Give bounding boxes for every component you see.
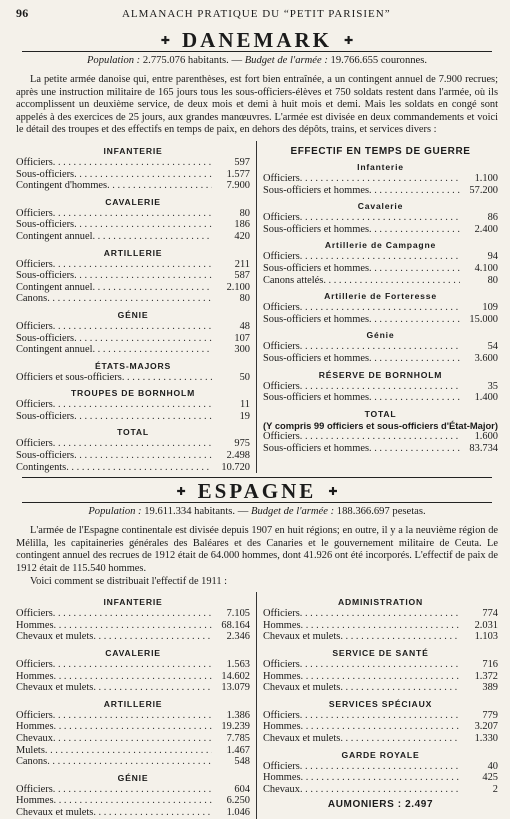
row-label: Hommes bbox=[16, 795, 54, 807]
row-value: 604 bbox=[234, 783, 250, 795]
row-label: Officiers bbox=[16, 399, 53, 411]
row-label: Sous-officiers et hommes bbox=[263, 184, 370, 196]
row-label: Officiers bbox=[16, 709, 53, 721]
row-label: Hommes bbox=[16, 721, 54, 733]
spain-stats-line: Population : 19.611.334 habitants. — Budget de l'armée : 188.366.697 pesetas. bbox=[88, 506, 426, 518]
table-row bbox=[16, 333, 250, 345]
table-row bbox=[263, 212, 498, 224]
row-label: Officiers bbox=[16, 783, 53, 795]
dot-leader bbox=[74, 450, 212, 462]
row-label: Sous-officiers et hommes bbox=[263, 352, 370, 364]
section-subheading: SERVICES SPÉCIAUX bbox=[328, 698, 433, 709]
dot-leader bbox=[74, 333, 212, 345]
row-label: Sous-officiers bbox=[16, 410, 75, 422]
row-value: 1.386 bbox=[226, 709, 250, 721]
row-label: Officiers bbox=[263, 172, 300, 184]
row-value: 83.734 bbox=[469, 442, 498, 454]
row-label: Sous-officiers bbox=[16, 219, 75, 231]
table-row bbox=[16, 733, 250, 745]
row-value: 3.207 bbox=[474, 721, 498, 733]
table-row bbox=[263, 185, 498, 197]
dot-leader bbox=[92, 231, 212, 243]
table-row bbox=[16, 411, 250, 423]
row-value: 19 bbox=[239, 410, 250, 422]
section-title-denmark: ✚ DANEMARK ✚ bbox=[160, 27, 354, 52]
table-row bbox=[16, 745, 250, 757]
row-label: Chevaux bbox=[263, 783, 300, 795]
row-label: Hommes bbox=[263, 619, 301, 631]
section-subheading: ÉTATS-MAJORS bbox=[94, 360, 172, 371]
dot-leader bbox=[53, 208, 212, 220]
section-subheading: CAVALERIE bbox=[105, 648, 161, 658]
row-label: Sous-officiers et hommes bbox=[263, 442, 370, 454]
table-row bbox=[263, 314, 498, 326]
table-row bbox=[16, 450, 250, 462]
table-row bbox=[16, 293, 250, 305]
table-row bbox=[16, 721, 250, 733]
row-label: Officiers bbox=[263, 709, 300, 721]
aumoniers-line: AUMONIERS : 2.497 bbox=[327, 799, 434, 811]
row-label: Officiers bbox=[16, 207, 53, 219]
table-row bbox=[263, 733, 498, 745]
row-value: 7.785 bbox=[226, 732, 250, 744]
dot-leader bbox=[47, 293, 212, 305]
dot-leader bbox=[122, 372, 212, 384]
row-value: 6.250 bbox=[226, 795, 250, 807]
spain-right-column bbox=[257, 592, 498, 818]
dot-leader bbox=[53, 733, 212, 745]
row-value: 57.200 bbox=[469, 184, 498, 196]
row-label: Officiers bbox=[263, 659, 300, 670]
table-row bbox=[16, 462, 250, 474]
dot-leader bbox=[54, 721, 212, 733]
row-value: 7.900 bbox=[226, 180, 250, 192]
table-row bbox=[16, 682, 250, 694]
almanac-title: ALMANACH PRATIQUE DU “PETIT PARISIEN” bbox=[121, 8, 391, 20]
dot-leader bbox=[323, 275, 460, 287]
table-row bbox=[263, 761, 498, 773]
spain-intro-2: Voici comment se distribuait l'effectif de 1911 : bbox=[30, 575, 228, 587]
row-value: 2.031 bbox=[474, 619, 498, 631]
spain-left-column bbox=[16, 592, 257, 818]
section-subheading: TOTAL bbox=[117, 427, 149, 438]
section-subheading: Artillerie de Campagne bbox=[324, 240, 437, 251]
row-value: 107 bbox=[234, 332, 250, 344]
row-value: 80 bbox=[239, 293, 250, 305]
row-label: Officiers bbox=[263, 380, 300, 392]
dot-leader bbox=[93, 631, 212, 643]
page-number: 96 bbox=[16, 6, 29, 20]
row-value: 975 bbox=[234, 438, 250, 450]
section-subheading: GARDE ROYALE bbox=[341, 749, 420, 760]
dot-leader bbox=[53, 608, 212, 620]
row-value: 548 bbox=[234, 756, 250, 768]
table-row bbox=[16, 208, 250, 220]
table-row bbox=[16, 270, 250, 282]
row-label: Contingent annuel bbox=[16, 230, 93, 242]
row-value: 1.600 bbox=[474, 431, 498, 443]
section-subheading: INFANTERIE bbox=[103, 597, 163, 608]
section-subheading: Cavalerie bbox=[357, 201, 404, 212]
total-note: (Y compris 99 officiers et sous-officiers d'État-Major) bbox=[263, 419, 498, 431]
row-label: Sous-officiers bbox=[16, 450, 75, 462]
denmark-table bbox=[16, 141, 498, 473]
row-label: Chevaux et mulets bbox=[16, 806, 94, 818]
dot-leader bbox=[369, 353, 460, 365]
row-label: Contingent annuel bbox=[16, 344, 93, 356]
spain-intro: L'armée de l'Espagne continentale est divisée depuis 1907 en huit régions; en outre, il y a la neuvième région de Mélilla, les capitaineries générales des Baléares et des Canaries et le gouvernement militaire de Ceuta. Le contingent annuel des recrues de 1912 était de 64.000 hommes, dont 41.926 ont été incorporés. L'effectif de paix de 1912 était de 115.540 hommes. bbox=[16, 525, 498, 575]
dot-leader bbox=[53, 399, 212, 411]
section-subheading: ARTILLERIE bbox=[103, 698, 163, 709]
row-label: Officiers bbox=[263, 608, 300, 620]
row-value: 4.100 bbox=[474, 262, 498, 274]
row-label: Contingent annuel bbox=[16, 281, 93, 293]
row-label: Sous-officiers et hommes bbox=[263, 262, 370, 274]
dot-leader bbox=[47, 756, 212, 768]
row-label: Officiers bbox=[16, 608, 53, 620]
row-label: Hommes bbox=[16, 670, 54, 682]
document-page bbox=[16, 6, 498, 819]
table-row bbox=[16, 671, 250, 683]
row-value: 587 bbox=[234, 270, 250, 282]
row-label: Canons attelés bbox=[263, 274, 324, 286]
section-subheading: Infanterie bbox=[357, 161, 404, 172]
table-row bbox=[263, 721, 498, 733]
dot-leader bbox=[300, 431, 460, 443]
denmark-war-column bbox=[257, 141, 498, 473]
table-row bbox=[263, 353, 498, 365]
row-label: Canons bbox=[16, 293, 48, 305]
row-value: 186 bbox=[234, 219, 250, 231]
table-row bbox=[263, 224, 498, 236]
row-value: 774 bbox=[482, 608, 498, 620]
table-row bbox=[263, 671, 498, 683]
row-label: Sous-officiers et hommes bbox=[263, 223, 370, 235]
row-label: Officiers bbox=[16, 320, 53, 332]
table-row bbox=[263, 381, 498, 393]
row-label: Officiers bbox=[16, 156, 53, 168]
table-row bbox=[263, 620, 498, 632]
row-value: 94 bbox=[487, 251, 498, 263]
row-value: 50 bbox=[239, 371, 250, 383]
dot-leader bbox=[107, 180, 212, 192]
row-label: Officiers bbox=[16, 438, 53, 450]
row-value: 19.239 bbox=[221, 721, 250, 733]
dot-leader bbox=[54, 620, 212, 632]
dot-leader bbox=[66, 462, 212, 474]
table-row bbox=[263, 173, 498, 185]
dot-leader bbox=[340, 733, 460, 745]
row-value: 597 bbox=[234, 156, 250, 168]
dot-leader bbox=[300, 212, 460, 224]
dot-leader bbox=[300, 608, 460, 620]
row-label: Officiers bbox=[263, 251, 300, 263]
ornament-cross-icon: ✚ bbox=[160, 34, 170, 47]
table-row bbox=[16, 372, 250, 384]
row-value: 2.100 bbox=[226, 281, 250, 293]
dot-leader bbox=[92, 344, 212, 356]
dot-leader bbox=[369, 263, 460, 275]
running-header bbox=[16, 6, 498, 21]
row-value: 2.498 bbox=[226, 450, 250, 462]
dot-leader bbox=[54, 795, 212, 807]
row-value: 11 bbox=[239, 399, 250, 411]
dot-leader bbox=[92, 282, 212, 294]
total-heading: TOTAL bbox=[364, 408, 397, 419]
ornament-cross-icon: ✚ bbox=[176, 485, 186, 498]
table-row bbox=[263, 710, 498, 722]
row-value: 14.602 bbox=[221, 670, 250, 682]
table-row bbox=[16, 231, 250, 243]
row-label: Contingents bbox=[16, 461, 67, 473]
row-value: 80 bbox=[487, 274, 498, 286]
section-subheading: ADMINISTRATION bbox=[337, 597, 424, 608]
dot-leader bbox=[369, 392, 460, 404]
section-subheading: RÉSERVE DE BORNHOLM bbox=[318, 369, 443, 380]
denmark-stats-line: Population : 2.775.076 habitants. — Budget de l'armée : 19.766.655 couronnes. bbox=[86, 55, 428, 66]
row-value: 48 bbox=[239, 320, 250, 332]
dot-leader bbox=[53, 784, 212, 796]
table-row bbox=[263, 275, 498, 287]
row-label: Officiers bbox=[263, 431, 300, 443]
dot-leader bbox=[369, 224, 460, 236]
row-value: 211 bbox=[234, 258, 250, 270]
table-row bbox=[16, 807, 250, 819]
row-label: Officiers bbox=[263, 760, 300, 772]
table-row bbox=[16, 756, 250, 768]
dot-leader bbox=[301, 772, 460, 784]
row-label: Sous-officiers bbox=[16, 168, 75, 180]
table-row bbox=[16, 620, 250, 632]
row-label: Canons bbox=[16, 756, 48, 768]
table-row bbox=[263, 443, 498, 455]
dot-leader bbox=[53, 259, 212, 271]
row-value: 1.330 bbox=[474, 732, 498, 744]
section-title-spain: ✚ ESPAGNE ✚ bbox=[176, 478, 338, 503]
row-label: Chevaux et mulets bbox=[16, 682, 94, 694]
row-value: 425 bbox=[482, 772, 498, 784]
dot-leader bbox=[301, 620, 460, 632]
table-row bbox=[263, 608, 498, 620]
table-row bbox=[16, 157, 250, 169]
row-value: 1.400 bbox=[474, 392, 498, 404]
row-label: Chevaux bbox=[16, 732, 53, 744]
row-label: Contingent d'hommes bbox=[16, 180, 108, 192]
row-value: 420 bbox=[234, 230, 250, 242]
section-subheading: Artillerie de Forteresse bbox=[324, 291, 437, 302]
spain-table bbox=[16, 592, 498, 818]
table-row bbox=[263, 302, 498, 314]
table-row bbox=[263, 251, 498, 263]
denmark-peace-column bbox=[16, 141, 257, 473]
dot-leader bbox=[301, 671, 460, 683]
dot-leader bbox=[93, 807, 212, 819]
table-row bbox=[16, 344, 250, 356]
dot-leader bbox=[53, 438, 212, 450]
row-label: Officiers bbox=[16, 258, 53, 270]
dot-leader bbox=[301, 721, 460, 733]
dot-leader bbox=[300, 659, 460, 671]
table-row bbox=[16, 399, 250, 411]
dot-leader bbox=[300, 761, 460, 773]
row-label: Sous-officiers bbox=[16, 332, 75, 344]
row-value: 40 bbox=[487, 760, 498, 772]
table-row bbox=[16, 438, 250, 450]
row-value: 2.400 bbox=[474, 223, 498, 235]
row-label: Sous-officiers et hommes bbox=[263, 313, 370, 325]
table-row bbox=[16, 180, 250, 192]
table-row bbox=[263, 682, 498, 694]
row-value: 716 bbox=[482, 659, 498, 670]
dot-leader bbox=[340, 631, 460, 643]
table-row bbox=[16, 259, 250, 271]
dot-leader bbox=[93, 682, 212, 694]
row-value: 1.046 bbox=[226, 806, 250, 818]
row-label: Hommes bbox=[263, 670, 301, 682]
row-value: 2.346 bbox=[226, 631, 250, 643]
row-value: 1.563 bbox=[226, 659, 250, 670]
table-row bbox=[263, 659, 498, 671]
table-row bbox=[263, 341, 498, 353]
dot-leader bbox=[300, 381, 460, 393]
dot-leader bbox=[369, 314, 460, 326]
dot-leader bbox=[369, 443, 460, 455]
row-value: 2 bbox=[492, 783, 498, 795]
dot-leader bbox=[300, 710, 460, 722]
table-row bbox=[16, 321, 250, 333]
dot-leader bbox=[74, 169, 212, 181]
ornament-cross-icon: ✚ bbox=[344, 34, 354, 47]
row-value: 1.100 bbox=[474, 172, 498, 184]
dot-leader bbox=[300, 302, 460, 314]
row-label: Hommes bbox=[263, 772, 301, 784]
dot-leader bbox=[300, 784, 460, 796]
section-subheading: CAVALERIE bbox=[105, 196, 161, 207]
row-label: Sous-officiers bbox=[16, 270, 75, 282]
row-label: Officiers bbox=[263, 341, 300, 353]
table-row bbox=[16, 795, 250, 807]
dot-leader bbox=[369, 185, 460, 197]
dot-leader bbox=[53, 157, 212, 169]
row-label: Officiers bbox=[263, 212, 300, 224]
dot-leader bbox=[300, 341, 460, 353]
section-subheading: GÉNIE bbox=[117, 309, 149, 320]
row-value: 54 bbox=[487, 341, 498, 353]
table-row bbox=[16, 169, 250, 181]
dot-leader bbox=[54, 671, 212, 683]
table-row bbox=[16, 282, 250, 294]
row-label: Chevaux et mulets bbox=[16, 631, 94, 643]
row-label: Officiers bbox=[16, 659, 53, 670]
dot-leader bbox=[45, 745, 212, 757]
row-value: 3.600 bbox=[474, 352, 498, 364]
row-label: Chevaux et mulets bbox=[263, 682, 341, 694]
dot-leader bbox=[300, 251, 460, 263]
table-row bbox=[16, 710, 250, 722]
row-value: 1.103 bbox=[474, 631, 498, 643]
dot-leader bbox=[300, 173, 460, 185]
table-row bbox=[16, 784, 250, 796]
dot-leader bbox=[74, 411, 212, 423]
row-value: 80 bbox=[239, 207, 250, 219]
table-row bbox=[263, 772, 498, 784]
section-subheading: Génie bbox=[366, 330, 395, 341]
row-value: 68.164 bbox=[221, 619, 250, 631]
section-subheading: SERVICE DE SANTÉ bbox=[332, 648, 429, 658]
table-row bbox=[16, 608, 250, 620]
dot-leader bbox=[74, 219, 212, 231]
row-label: Officiers bbox=[263, 302, 300, 314]
row-value: 109 bbox=[482, 302, 498, 314]
row-value: 7.105 bbox=[226, 608, 250, 620]
row-value: 1.372 bbox=[474, 670, 498, 682]
section-subheading: TROUPES DE BORNHOLM bbox=[70, 388, 196, 399]
table-row bbox=[263, 392, 498, 404]
table-row bbox=[263, 631, 498, 643]
war-heading: EFFECTIF EN TEMPS DE GUERRE bbox=[290, 145, 471, 157]
row-value: 1.467 bbox=[226, 744, 250, 756]
dot-leader bbox=[74, 270, 212, 282]
table-row bbox=[263, 431, 498, 443]
section-subheading: GÉNIE bbox=[117, 772, 149, 783]
table-row bbox=[16, 659, 250, 671]
row-label: Officiers et sous-officiers bbox=[16, 371, 122, 383]
row-value: 300 bbox=[234, 344, 250, 356]
row-value: 1.577 bbox=[226, 168, 250, 180]
dot-leader bbox=[53, 321, 212, 333]
ornament-cross-icon: ✚ bbox=[328, 485, 338, 498]
section-subheading: INFANTERIE bbox=[103, 145, 163, 156]
row-value: 389 bbox=[482, 682, 498, 694]
row-label: Hommes bbox=[16, 619, 54, 631]
row-label: Chevaux et mulets bbox=[263, 732, 341, 744]
row-value: 15.000 bbox=[469, 313, 498, 325]
row-label: Chevaux et mulets bbox=[263, 631, 341, 643]
row-value: 779 bbox=[482, 709, 498, 721]
table-row bbox=[263, 784, 498, 796]
section-subheading: ARTILLERIE bbox=[103, 247, 163, 258]
table-row bbox=[263, 263, 498, 275]
dot-leader bbox=[53, 659, 212, 671]
table-row bbox=[16, 631, 250, 643]
row-value: 86 bbox=[487, 212, 498, 224]
table-row bbox=[16, 219, 250, 231]
dot-leader bbox=[53, 710, 212, 722]
row-label: Mulets bbox=[16, 744, 45, 756]
row-label: Hommes bbox=[263, 721, 301, 733]
row-value: 10.720 bbox=[221, 461, 250, 473]
row-label: Sous-officiers et hommes bbox=[263, 392, 370, 404]
row-value: 13.079 bbox=[221, 682, 250, 694]
dot-leader bbox=[340, 682, 460, 694]
denmark-intro: La petite armée danoise qui, entre parenthèses, est fort bien entraînée, a un contingent annuel de 7.900 recrues; après une instruction militaire de 165 jours tous les sous-officiers-élèves et 750 soldats restent dans l'armée, où ils accomplissent un deuxième service, de deux mois et demi à huit mois et demi. Mais les soldats en congé sont appelés à des exercices de 25 jours, aux grandes manœuvres. L'armée est divisée en deux commandements et voici le détail des troupes et des effectifs en temps de paix, en dehors des dépôts, trains, et services divers : bbox=[16, 74, 498, 136]
row-value: 35 bbox=[487, 380, 498, 392]
